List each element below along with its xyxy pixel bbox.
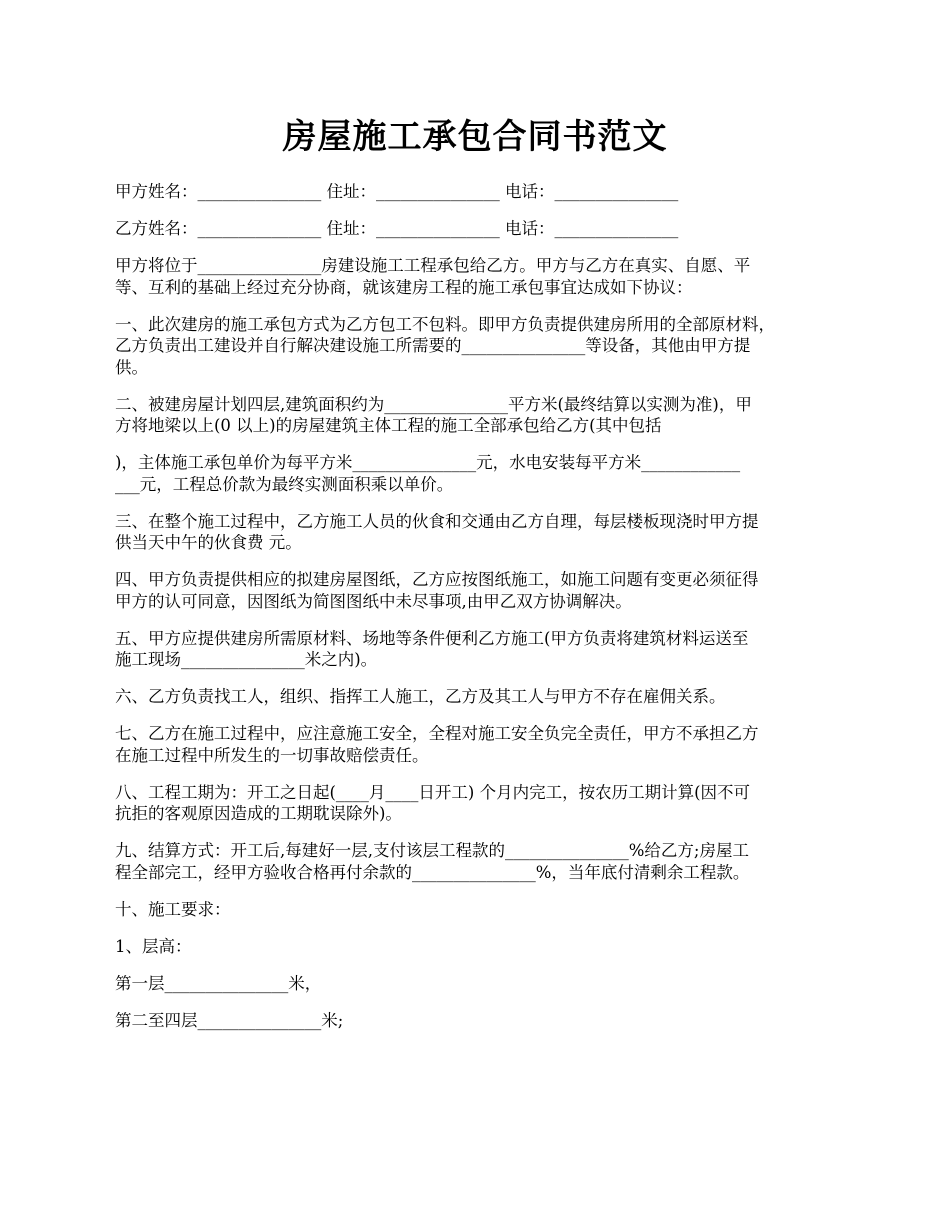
text-line: 程全部完工，经甲方验收合格再付余款的_______________%，当年底付清剩余工程款。 bbox=[115, 862, 750, 882]
text-line: 八、工程工期为：开工之日起(____月____日开工) 个月内完工，按农历工期计算(因不可 bbox=[115, 782, 751, 802]
clause-6 bbox=[115, 686, 843, 708]
floor-height-first bbox=[115, 973, 843, 995]
text-line: 五、甲方应提供建房所需原材料、场地等条件便利乙方施工(甲方负责将建筑材料运送至 bbox=[115, 628, 749, 648]
text-line: 第一层_______________米， bbox=[115, 973, 322, 993]
text-line: 三、在整个施工过程中，乙方施工人员的伙食和交通由乙方自理，每层楼板现浇时甲方提 bbox=[115, 511, 759, 531]
clause-5 bbox=[115, 628, 843, 671]
text-line: 供当天中午的伙食费 元。 bbox=[115, 533, 302, 552]
clause-8 bbox=[115, 782, 843, 825]
text-line: 甲方的认可同意，因图纸为简图图纸中未尽事项,由甲乙双方协调解决。 bbox=[115, 591, 632, 611]
clause-2-continued bbox=[115, 452, 843, 495]
floor-height-second-to-fourth bbox=[115, 1010, 843, 1032]
floor-height-heading bbox=[115, 936, 843, 958]
text-line: 施工现场_______________米之内)。 bbox=[115, 650, 378, 669]
text-line: 七、乙方在施工过程中，应注意施工安全，全程对施工安全负完全责任，甲方不承担乙方 bbox=[115, 724, 759, 743]
text-line: 1、层高： bbox=[115, 936, 192, 956]
clause-10-heading bbox=[115, 899, 843, 921]
text-line: 甲方将位于_______________房建设施工工程承包给乙方。甲方与乙方在真实、自愿、平 bbox=[115, 256, 751, 275]
text-line: 在施工过程中所发生的一切事故赔偿责任。 bbox=[115, 745, 429, 765]
text-line: 甲方姓名：_______________ 住址：_______________ 电话：_______________ bbox=[115, 182, 679, 201]
clause-3 bbox=[115, 511, 843, 554]
text-line: 方将地梁以上(0 以上)的房屋建筑主体工程的施工全部承包给乙方(其中包括 bbox=[115, 416, 662, 435]
text-line: 抗拒的客观原因造成的工期耽误除外)。 bbox=[115, 804, 402, 823]
party-b-info-line bbox=[115, 218, 843, 240]
document-title: 房屋施工承包合同书范文 bbox=[282, 117, 668, 157]
clause-7 bbox=[115, 723, 843, 766]
text-line: ___元，工程总价款为最终实测面积乘以单价。 bbox=[115, 474, 454, 494]
clause-9 bbox=[115, 840, 843, 883]
clause-4 bbox=[115, 569, 843, 612]
text-line: 九、结算方式：开工后,每建好一层,支付该层工程款的_______________%给乙方;房屋工 bbox=[115, 841, 749, 860]
text-line: 乙方姓名：_______________ 住址：_______________ 电话：_______________ bbox=[115, 219, 679, 238]
text-line: 一、此次建房的施工承包方式为乙方包工不包料。即甲方负责提供建房所用的全部原材料， bbox=[115, 314, 775, 334]
text-line: 十、施工要求： bbox=[115, 899, 231, 919]
text-line: )，主体施工承包单价为每平方米_______________元，水电安装每平方米____________ bbox=[115, 453, 741, 472]
text-line: 供。 bbox=[115, 357, 148, 377]
text-line: 二、被建房屋计划四层,建筑面积约为_______________平方米(最终结算以实测为准)，甲 bbox=[115, 394, 752, 414]
intro-paragraph bbox=[115, 255, 843, 298]
clause-2 bbox=[115, 394, 843, 437]
document-body bbox=[115, 181, 843, 1047]
clause-1 bbox=[115, 314, 843, 379]
text-line: 第二至四层_______________米; bbox=[115, 1010, 344, 1030]
text-line: 等、互利的基础上经过充分协商，就该建房工程的施工承包事宜达成如下协议： bbox=[115, 277, 693, 297]
text-line: 六、乙方负责找工人，组织、指挥工人施工，乙方及其工人与甲方不存在雇佣关系。 bbox=[115, 687, 726, 706]
text-line: 四、甲方负责提供相应的拟建房屋图纸，乙方应按图纸施工，如施工问题有变更必须征得 bbox=[115, 570, 759, 589]
text-line: 乙方负责出工建设并自行解决建设施工所需要的_______________等设备，其他由甲方提 bbox=[115, 336, 751, 355]
party-a-info-line bbox=[115, 181, 843, 203]
